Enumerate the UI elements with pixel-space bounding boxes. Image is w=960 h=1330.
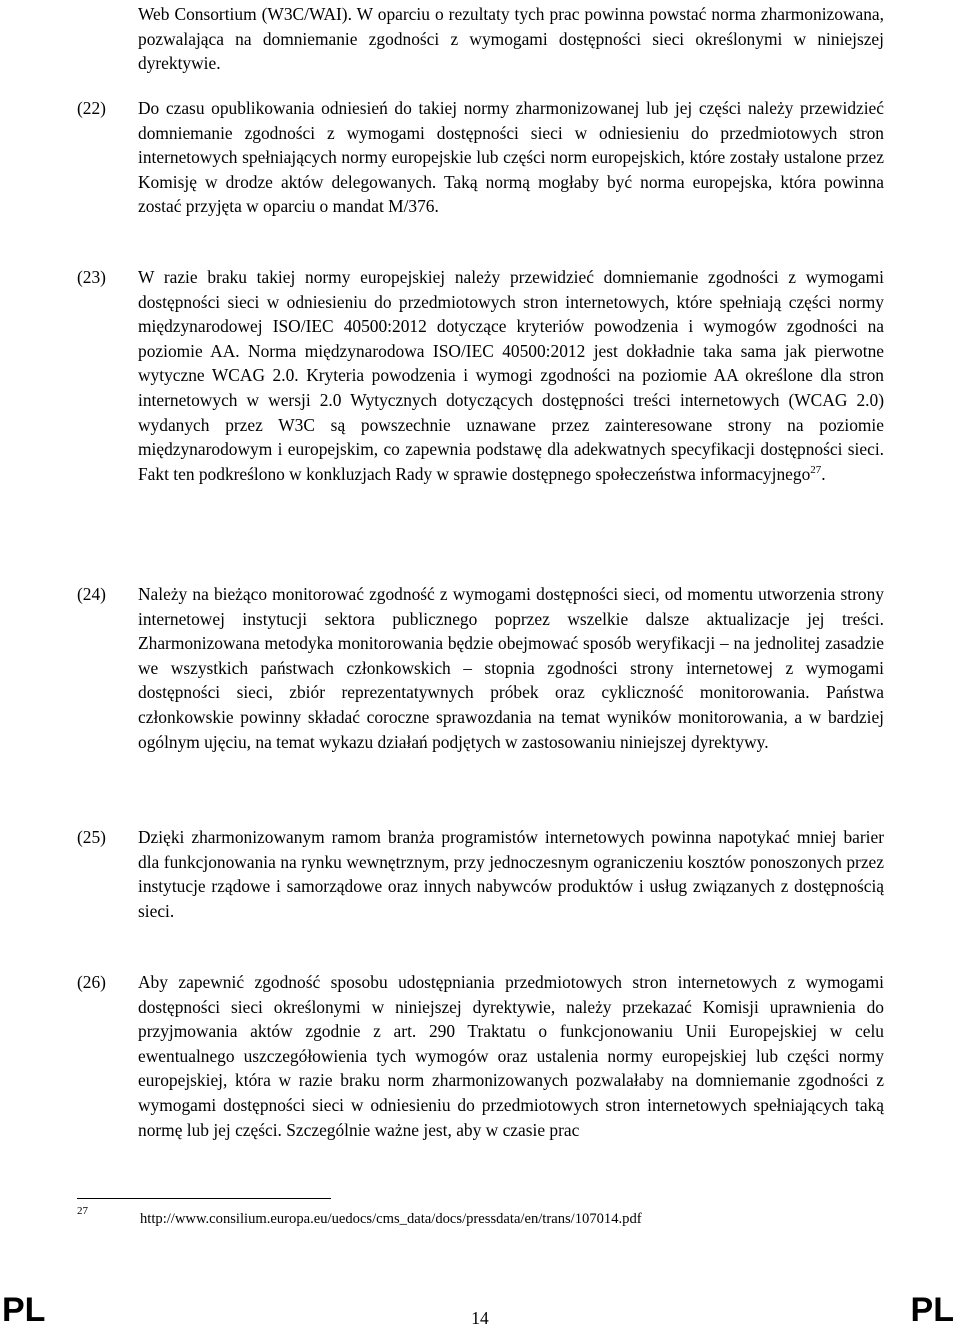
language-code-right: PL: [910, 1291, 954, 1329]
recital-text: [138, 265, 884, 486]
footnote-separator: [77, 1198, 331, 1199]
footnote-reference[interactable]: 27: [810, 463, 822, 476]
recital-text-main: W razie braku takiej normy europejskiej należy przewidzieć domniemanie zgodności z wymogami dostępności sieci w odniesieniu do przedmiotowych stron internetowych, które spełniają części normy międzynarodowej ISO/IEC 40500:2012 dotyczące kryteriów powodzenia i wymogów zgodności na poziomie AA. Norma międzynarodowa ISO/IEC 40500:2012 jest dokładnie taka sama jak pierwotne wytyczne WCAG 2.0. Kryteria powodzenia i wymogi zgodności na poziomie AA określone dla stron internetowych w wersji 2.0 Wytycznych dotyczących dostępności treści internetowych (WCAG 2.0) wydanych przez W3C są powszechnie uznawane przez zainteresowane strony na poziomie międzynarodowym i europejskim, co zapewnia podstawę dla adekwatnych specyfikacji dostępności sieci. Fakt ten podkreślono w konkluzjach Rady w sprawie dostępnego społeczeństwa informacyjnego: [138, 267, 884, 484]
language-code-left: PL: [2, 1291, 46, 1329]
footnote-number: 27: [77, 1205, 88, 1217]
page-number: 14: [471, 1308, 489, 1328]
recital-text: Dzięki zharmonizowanym ramom branża programistów internetowych powinna napotykać mniej barier dla funkcjonowania na rynku wewnętrznym, przy jednoczesnym ograniczeniu kosztów ponoszonych przez instytucje rządowe i samorządowe oraz innych nabywców produktów i usług związanych z dostępnością sieci.: [138, 827, 884, 921]
recital-number: (23): [77, 267, 106, 287]
recital-number: (24): [77, 584, 106, 604]
intro-paragraph: Web Consortium (W3C/WAI). W oparciu o rezultaty tych prac powinna powstać norma zharmonizowana, pozwalająca na domniemanie zgodności z wymogami dostępności sieci określonymi w niniejszej dyrektywie.: [138, 4, 884, 74]
recital-text-end: .: [821, 463, 826, 484]
footnote-link[interactable]: http://www.consilium.europa.eu/uedocs/cms_data/docs/pressdata/en/trans/107014.pdf: [140, 1211, 642, 1227]
recital-text: Aby zapewnić zgodność sposobu udostępniania przedmiotowych stron internetowych z wymogami dostępności sieci określonymi w niniejszej dyrektywie, należy przekazać Komisji uprawnienia do przyjmowania aktów zgodnie z art. 290 Traktatu o funkcjonowaniu Unii Europejskiej w celu ewentualnego uszczegółowienia tych wymogów oraz ustalenia normy europejskiej lub części normy europejskiej, która w razie braku norm zharmonizowanych pozwalałaby na domniemanie zgodności z wymogami dostępności sieci w odniesieniu do przedmiotowych stron internetowych spełniających taką normę lub jej części. Szczególnie ważne jest, aby w czasie prac: [138, 972, 884, 1140]
recital-number: (25): [77, 827, 106, 847]
recital-number: (22): [77, 98, 106, 118]
recital-number: (26): [77, 972, 106, 992]
recital-text: Do czasu opublikowania odniesień do takiej normy zharmonizowanej lub jej części należy przewidzieć domniemanie zgodności z wymogami dostępności sieci w odniesieniu do przedmiotowych stron internetowych spełniających normy europejskie lub części norm europejskich, które zostały ustalone przez Komisję w drodze aktów delegowanych. Taką normą mogłaby być norma europejska, która powinna zostać przyjęta w oparciu o mandat M/376.: [138, 98, 884, 217]
recital-text: Należy na bieżąco monitorować zgodność z wymogami dostępności sieci, od momentu utworzenia strony internetowej instytucji sektora publicznego poprzez wszelkie dalsze aktualizacje jej treści. Zharmonizowana metodyka monitorowania będzie obejmować sposób weryfikacji – na jednolitej zasadzie we wszystkich państwach członkowskich – stopnia zgodności strony internetowej z wymogami dostępności sieci, zbiór reprezentatywnych próbek oraz cykliczność monitorowania. Państwa członkowskie powinny składać coroczne sprawozdania na temat wyników monitorowania, a w bardziej ogólnym ujęciu, na temat wykazu działań podjętych w zastosowaniu niniejszej dyrektywy.: [138, 584, 884, 752]
